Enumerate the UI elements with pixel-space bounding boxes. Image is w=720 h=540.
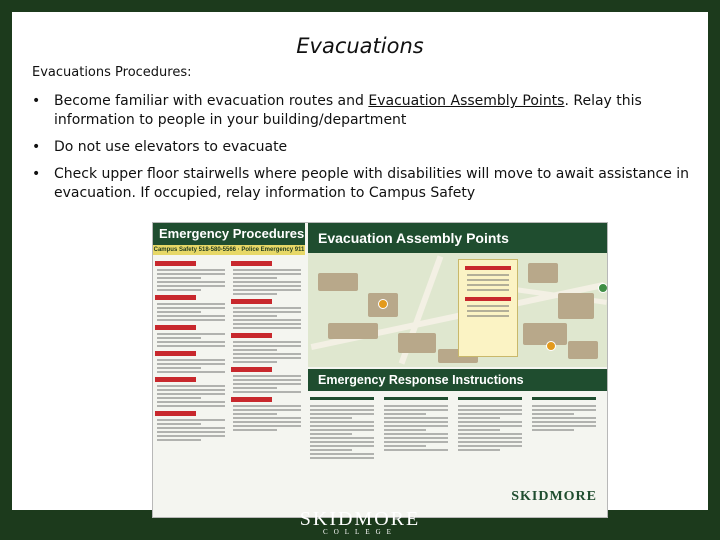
bullet-text: Check upper floor stairwells where people with disabilities will move to await assistance in evacuation. If occupied, relay information to Campus Safety: [54, 166, 690, 201]
bullet-list: [32, 92, 700, 211]
assembly-point-marker: [598, 283, 607, 293]
bullet-item: [32, 165, 700, 203]
contact-bar: Campus Safety 518-580-5566 · Police Emergency 911: [153, 247, 305, 253]
emergency-poster-image: [152, 222, 608, 518]
bullet-text: Do not use elevators to evacuate: [54, 139, 288, 155]
bullet-icon: •: [32, 139, 41, 155]
procedures-column-right: [231, 257, 305, 513]
slide: [12, 12, 708, 510]
assembly-point-marker: [378, 299, 388, 309]
emergency-response-header: Emergency Response Instructions: [308, 369, 607, 391]
bullet-text-cont: . Relay this information to people in your building/department: [54, 93, 642, 128]
bullet-item: [32, 92, 700, 130]
poster-logo: SKIDMORE: [511, 489, 597, 504]
footer-logo: SKIDMORE: [299, 508, 421, 530]
evacuation-assembly-points-link[interactable]: Evacuation Assembly Points: [368, 93, 565, 109]
bullet-text: Become familiar with evacuation routes and: [54, 93, 369, 109]
response-instructions: [308, 391, 607, 517]
assembly-point-marker: [546, 341, 556, 351]
bullet-icon: •: [32, 93, 41, 109]
emergency-procedures-header: Emergency Procedures: [153, 223, 305, 245]
campus-map-icon: [308, 253, 607, 367]
footer-logo-sub: COLLEGE: [323, 528, 397, 536]
bullet-item: [32, 138, 700, 157]
procedures-column-left: [155, 257, 229, 513]
map-legend: [458, 259, 518, 357]
slide-title: Evacuations: [296, 34, 424, 58]
bullet-icon: •: [32, 166, 41, 182]
evacuation-assembly-header: Evacuation Assembly Points: [308, 223, 607, 253]
slide-subtitle: Evacuations Procedures:: [32, 65, 192, 80]
